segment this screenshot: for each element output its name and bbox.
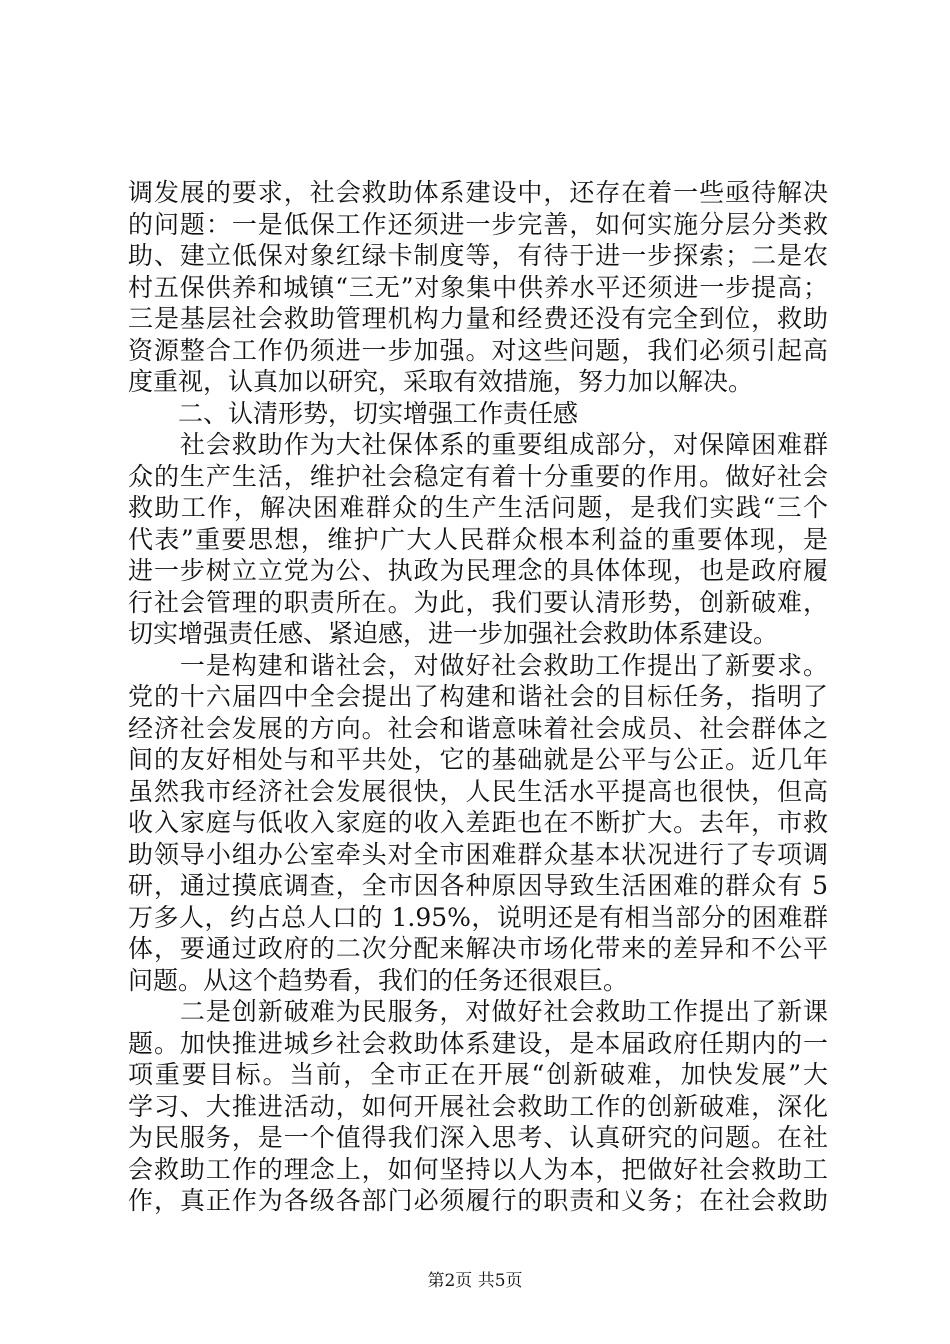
text-line: 众的生产生活，维护社会稳定有着十分重要的作用。做好社会 xyxy=(128,461,828,491)
text-line: 助领导小组办公室牵头对全市困难群众基本状况进行了专项调 xyxy=(128,839,828,869)
text-line: 问题。从这个趋势看，我们的任务还很艰巨。 xyxy=(128,965,629,995)
text-line: 助、建立低保对象红绿卡制度等，有待于进一步探索；二是农 xyxy=(128,241,828,270)
text-line: 三是基层社会救助管理机构力量和经费还没有完全到位，救助 xyxy=(128,304,828,333)
text-line: 体，要通过政府的二次分配来解决市场化带来的差异和不公平 xyxy=(128,934,828,963)
document-body xyxy=(128,177,828,1217)
text-line: 经济社会发展的方向。社会和谐意味着社会成员、社会群体之 xyxy=(128,713,828,743)
text-line: 党的十六届四中全会提出了构建和谐社会的目标任务，指明了 xyxy=(128,682,828,711)
text-line: 一是构建和谐社会，对做好社会救助工作提出了新要求。 xyxy=(128,650,828,680)
text-line: 资源整合工作仍须进一步加强。对这些问题，我们必须引起高 xyxy=(128,335,828,365)
text-line: 村五保供养和城镇“三无”对象集中供养水平还须进一步提高； xyxy=(128,272,828,302)
text-line: 救助工作，解决困难群众的生产生活问题，是我们实践“三个 xyxy=(128,493,828,522)
text-line: 虽然我市经济社会发展很快，人民生活水平提高也很快，但高 xyxy=(128,776,828,806)
text-line: 万多人，约占总人口的 1.95%，说明还是有相当部分的困难群 xyxy=(128,902,828,932)
text-line: 间的友好相处与和平共处，它的基础就是公平与公正。近几年 xyxy=(128,745,828,774)
text-line: 代表”重要思想，维护广大人民群众根本利益的重要体现，是 xyxy=(128,524,828,554)
text-line: 二是创新破难为民服务，对做好社会救助工作提出了新课 xyxy=(128,997,828,1026)
text-line: 社会救助作为大社保体系的重要组成部分，对保障困难群 xyxy=(128,430,828,459)
text-line: 切实增强责任感、紧迫感，进一步加强社会救助体系建设。 xyxy=(128,619,779,648)
page-footer: 第2页 共5页 xyxy=(427,1271,523,1291)
text-line: 项重要目标。当前，全市正在开展“创新破难，加快发展”大 xyxy=(128,1060,828,1089)
text-line: 研，通过摸底调查，全市因各种原因导致生活困难的群众有 5 xyxy=(128,871,828,900)
text-line: 度重视，认真加以研究，采取有效措施，努力加以解决。 xyxy=(128,367,754,396)
text-line: 学习、大推进活动，如何开展社会救助工作的创新破难，深化 xyxy=(128,1091,828,1121)
text-line: 调发展的要求，社会救助体系建设中，还存在着一些亟待解决 xyxy=(128,178,828,207)
section-heading: 二、认清形势，切实增强工作责任感 xyxy=(128,398,579,428)
text-line: 的问题：一是低保工作还须进一步完善，如何实施分层分类救 xyxy=(128,209,828,239)
text-line: 为民服务，是一个值得我们深入思考、认真研究的问题。在社 xyxy=(128,1123,828,1152)
text-line: 会救助工作的理念上，如何坚持以人为本，把做好社会救助工 xyxy=(128,1154,828,1184)
text-line: 收入家庭与低收入家庭的收入差距也在不断扩大。去年，市救 xyxy=(128,808,828,837)
text-line: 题。加快推进城乡社会救助体系建设，是本届政府任期内的一 xyxy=(128,1028,828,1058)
text-line: 作，真正作为各级各部门必须履行的职责和义务；在社会救助 xyxy=(128,1186,828,1215)
text-line: 进一步树立立党为公、执政为民理念的具体体现，也是政府履 xyxy=(128,556,828,585)
text-line: 行社会管理的职责所在。为此，我们要认清形势，创新破难， xyxy=(128,587,828,617)
